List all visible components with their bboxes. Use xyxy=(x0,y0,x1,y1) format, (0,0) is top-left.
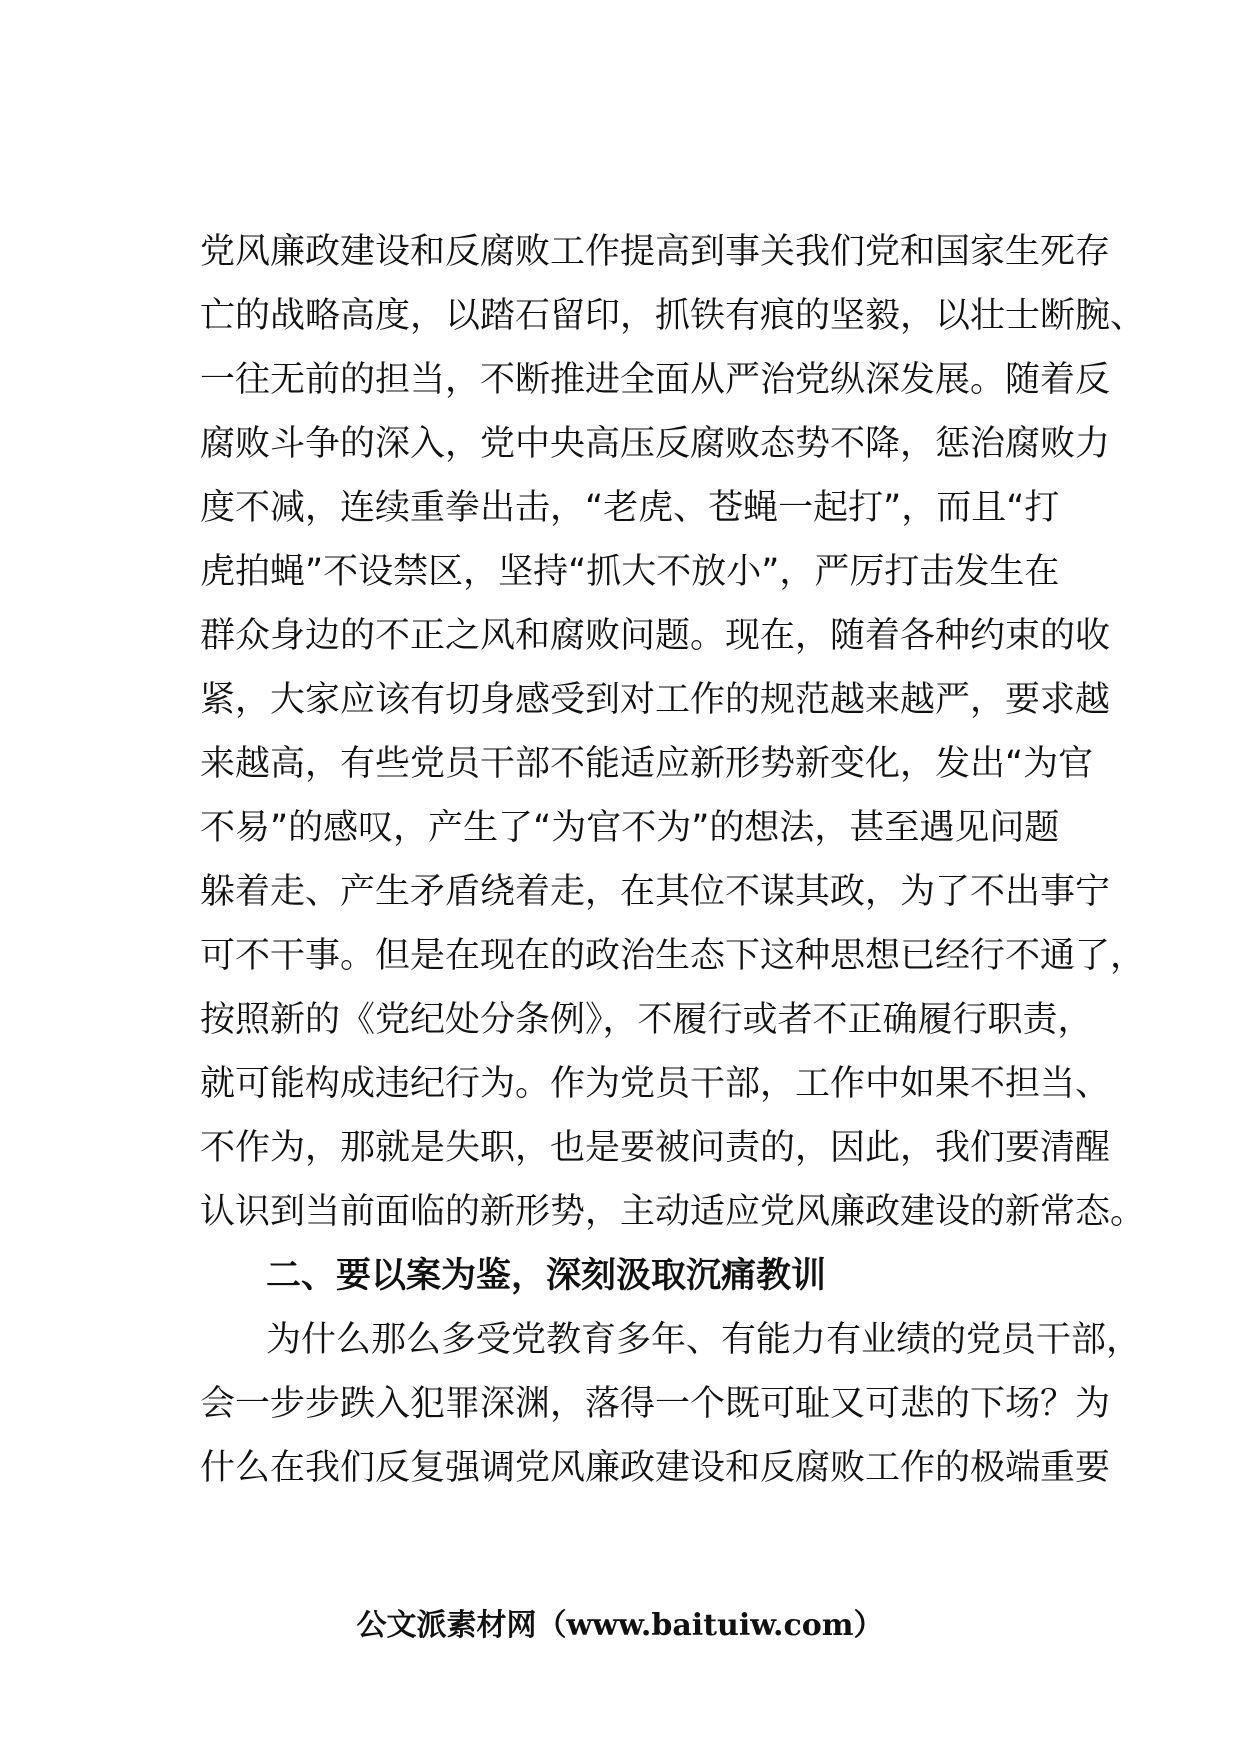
paragraph-line: 什么在我们反复强调党风廉政建设和反腐败工作的极端重要 xyxy=(200,1448,1111,1488)
section-heading: 二、要以案为鉴，深刻汲取沉痛教训 xyxy=(266,1255,827,1296)
paragraph-line: 不易”的感叹，产生了“为官不为”的想法，甚至遇见问题 xyxy=(200,808,1060,848)
paragraph-line: 躲着走、产生矛盾绕着走，在其位不谋其政，为了不出事宁 xyxy=(200,872,1111,912)
paragraph-line: 紧，大家应该有切身感受到对工作的规范越来越严，要求越 xyxy=(200,680,1111,720)
document-body xyxy=(200,220,1146,1500)
paragraph-line: 腐败斗争的深入，党中央高压反腐败态势不降，惩治腐败力 xyxy=(200,424,1111,464)
paragraph-line: 来越高，有些党员干部不能适应新形势新变化，发出“为官 xyxy=(200,744,1094,784)
paragraph-line: 党风廉政建设和反腐败工作提高到事关我们党和国家生死存 xyxy=(200,232,1111,272)
paragraph-line: 认识到当前面临的新形势，主动适应党风廉政建设的新常态。 xyxy=(200,1192,1146,1232)
paragraph-line: 可不干事。但是在现在的政治生态下这种思想已经行不通了， xyxy=(200,936,1146,976)
paragraph-line: 度不减，连续重拳出击，“老虎、苍蝇一起打”，而且“打 xyxy=(200,488,1060,528)
paragraph-line: 就可能构成违纪行为。作为党员干部，工作中如果不担当、 xyxy=(200,1064,1111,1104)
paragraph-line: 不作为，那就是失职，也是要被问责的，因此，我们要清醒 xyxy=(200,1128,1111,1168)
paragraph-line: 为什么那么多受党教育多年、有能力有业绩的党员干部， xyxy=(266,1320,1142,1360)
paragraph-line: 按照新的《党纪处分条例》，不履行或者不正确履行职责， xyxy=(200,1000,1093,1040)
paragraph-line: 虎拍蝇”不设禁区，坚持“抓大不放小”，严厉打击发生在 xyxy=(200,552,1060,592)
page-footer: 公文派素材网（www.baituiw.com） xyxy=(356,1608,884,1643)
paragraph-line: 会一步步跌入犯罪深渊，落得一个既可耻又可悲的下场？为 xyxy=(200,1384,1111,1424)
paragraph-line: 亡的战略高度，以踏石留印，抓铁有痕的坚毅，以壮士断腕、 xyxy=(200,296,1146,336)
paragraph-line: 群众身边的不正之风和腐败问题。现在，随着各种约束的收 xyxy=(200,616,1111,656)
paragraph-line: 一往无前的担当，不断推进全面从严治党纵深发展。随着反 xyxy=(200,360,1111,400)
